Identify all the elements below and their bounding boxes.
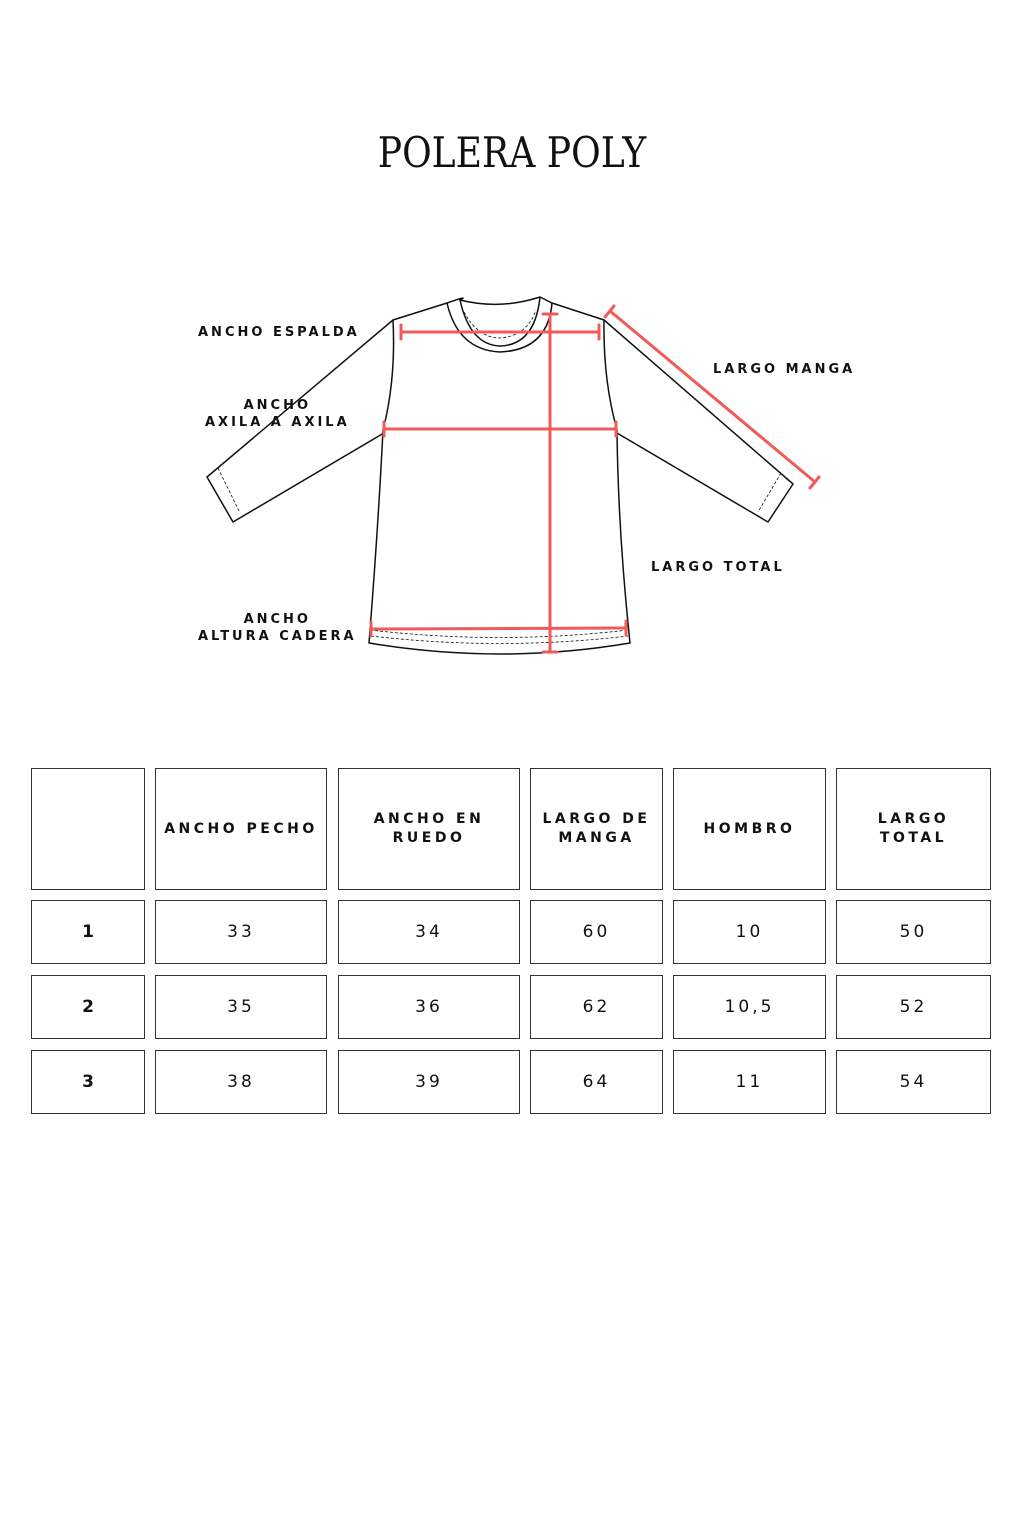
- label-largo-total: LARGO TOTAL: [651, 560, 785, 575]
- table-cell: 38: [155, 1050, 327, 1114]
- table-cell: 10: [673, 900, 826, 964]
- table-cell: 39: [338, 1050, 520, 1114]
- table-cell: 36: [338, 975, 520, 1039]
- table-cell: 33: [155, 900, 327, 964]
- table-cell: 54: [836, 1050, 991, 1114]
- label-largo-manga: LARGO MANGA: [713, 362, 856, 377]
- table-cell: 11: [673, 1050, 826, 1114]
- page-title: POLERA POLY: [377, 128, 647, 177]
- shirt-outline: [207, 297, 793, 654]
- ancho-cadera-line: [371, 628, 626, 629]
- header-hombro: HOMBRO: [673, 768, 826, 890]
- row-label: 2: [31, 975, 145, 1039]
- largo-manga-line: [610, 311, 815, 482]
- shirt-diagram: [0, 0, 1024, 700]
- label-ancho-cadera: ANCHO ALTURA CADERA: [198, 612, 357, 644]
- row-label: 3: [31, 1050, 145, 1114]
- table-cell: 64: [530, 1050, 663, 1114]
- header-largo-manga: LARGO DE MANGA: [530, 768, 663, 890]
- table-cell: 50: [836, 900, 991, 964]
- table-cell: 52: [836, 975, 991, 1039]
- table-cell: 60: [530, 900, 663, 964]
- row-label: 1: [31, 900, 145, 964]
- table-cell: 34: [338, 900, 520, 964]
- header-ancho-ruedo: ANCHO EN RUEDO: [338, 768, 520, 890]
- table-cell: 10,5: [673, 975, 826, 1039]
- label-ancho-axila: ANCHO AXILA A AXILA: [205, 398, 350, 430]
- table-corner-cell: [31, 768, 145, 890]
- measurement-lines: [371, 306, 819, 652]
- table-cell: 62: [530, 975, 663, 1039]
- label-ancho-espalda: ANCHO ESPALDA: [198, 325, 360, 340]
- header-largo-total: LARGO TOTAL: [836, 768, 991, 890]
- header-ancho-pecho: ANCHO PECHO: [155, 768, 327, 890]
- table-cell: 35: [155, 975, 327, 1039]
